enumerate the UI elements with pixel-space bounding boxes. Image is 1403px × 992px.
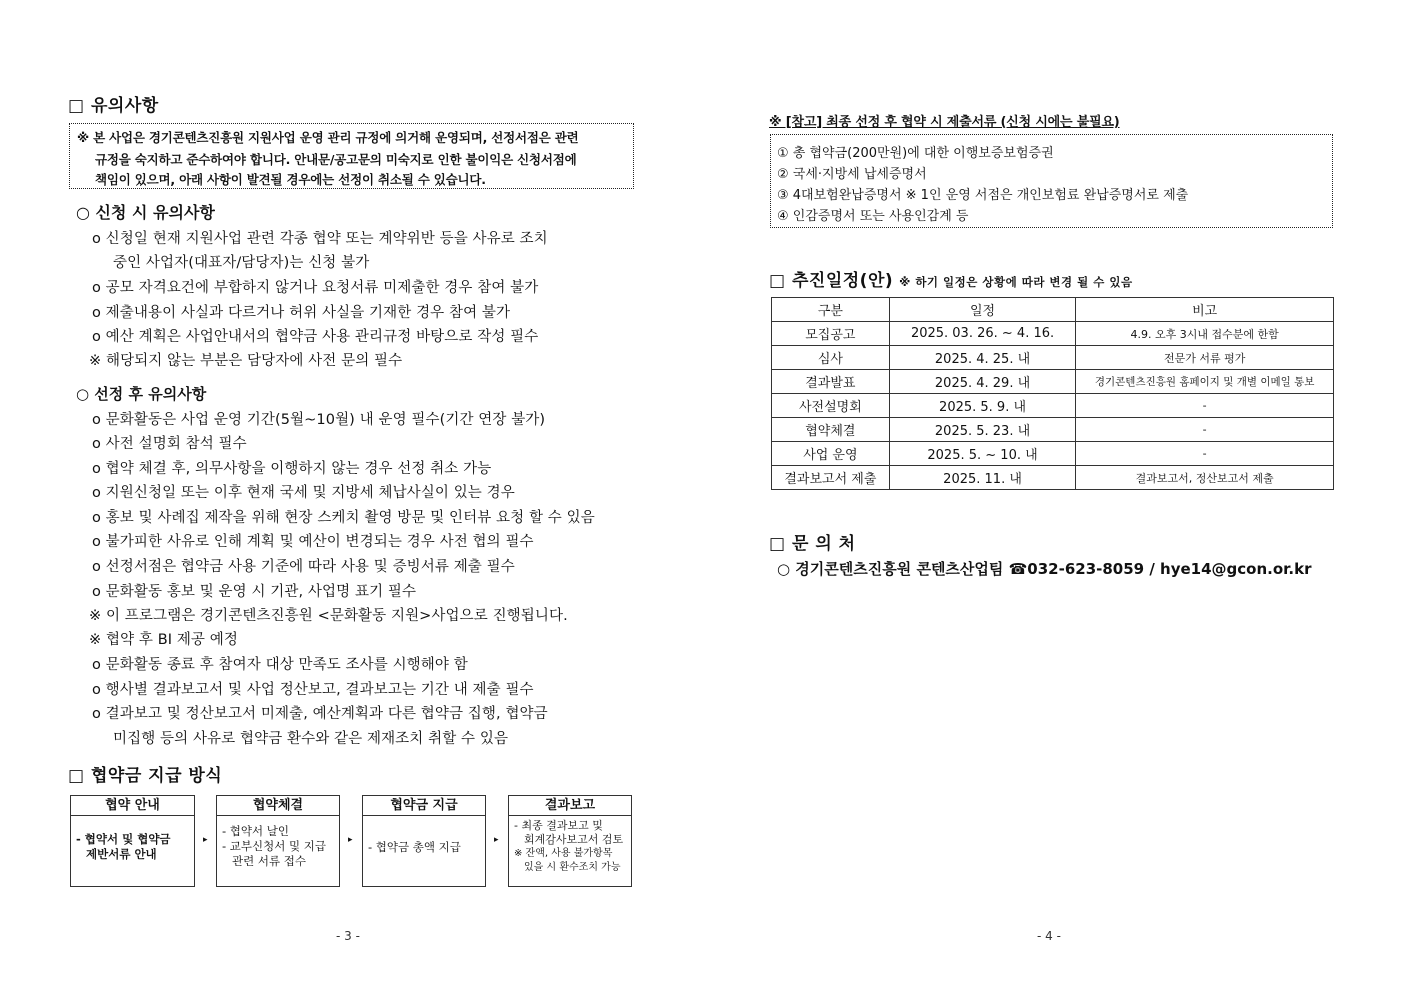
- flow-arrow-icon: ▸: [203, 835, 208, 845]
- reference-title: ※ [참고] 최종 선정 후 협약 시 제출서류 (신청 시에는 불필요): [769, 115, 1120, 130]
- page-3: [0, 0, 701, 992]
- apply-line: o 공모 자격요건에 부합하지 않거나 요청서류 미제출한 경우 참여 불가: [92, 280, 539, 296]
- after-notes-title: ○ 선정 후 유의사항: [76, 385, 207, 403]
- table-cell: 전문가 서류 평가: [1076, 346, 1334, 370]
- flow-step-head: 협약체결: [217, 796, 339, 816]
- schedule-section-title: [769, 266, 1133, 291]
- payment-section-title: □ 협약금 지급 방식: [68, 766, 223, 786]
- flow-step-text: 회계감사보고서 검토: [524, 833, 624, 846]
- warning-line-3: 책임이 있으며, 아래 사항이 발견될 경우에는 선정이 취소될 수 있습니다.: [95, 172, 486, 187]
- table-row: [772, 418, 1334, 442]
- table-cell: 사전설명회: [772, 394, 890, 418]
- after-line: ※ 이 프로그램은 경기콘텐츠진흥원 <문화활동 지원>사업으로 진행됩니다.: [89, 608, 568, 624]
- table-cell: 사업 운영: [772, 442, 890, 466]
- contact-section-title: □ 문 의 처: [769, 534, 856, 554]
- flow-step-payment: [362, 795, 486, 887]
- schedule-note: ※ 하기 일정은 상황에 따라 변경 될 수 있음: [899, 275, 1133, 289]
- table-row: [772, 394, 1334, 418]
- warning-line-1: ※ 본 사업은 경기콘텐츠진흥원 지원사업 운영 관리 규정에 의거해 운영되며, 선정서점은 관련: [77, 130, 579, 145]
- flow-step-head: 협약금 지급: [363, 796, 485, 816]
- page-number: - 3 -: [336, 929, 360, 943]
- flow-arrow-icon: ▸: [348, 835, 353, 845]
- page-4: [701, 0, 1403, 992]
- table-cell: 결과보고서, 정산보고서 제출: [1076, 466, 1334, 490]
- apply-line: ※ 해당되지 않는 부분은 담당자에 사전 문의 필수: [89, 353, 403, 369]
- after-line: o 불가피한 사유로 인해 계획 및 예산이 변경되는 경우 사전 협의 필수: [92, 534, 534, 550]
- reference-line: ③ 4대보험완납증명서 ※ 1인 운영 서점은 개인보험료 완납증명서로 제출: [777, 188, 1189, 203]
- table-header-cell: 구분: [772, 298, 890, 322]
- table-cell: 협약체결: [772, 418, 890, 442]
- after-line: o 사전 설명회 참석 필수: [92, 436, 247, 452]
- table-row: [772, 370, 1334, 394]
- flow-step-text: - 최종 결과보고 및: [514, 819, 603, 832]
- flow-step-text: 관련 서류 접수: [232, 854, 306, 868]
- flow-step-text: - 협약서 및 협약금: [76, 832, 171, 846]
- warning-line-2: 규정을 숙지하고 준수하여야 합니다. 안내문/공고문의 미숙지로 인한 불이익은 신청서점에: [95, 152, 577, 167]
- table-cell: 2025. 4. 29. 내: [889, 370, 1076, 394]
- reference-line: ④ 인감증명서 또는 사용인감계 등: [777, 209, 969, 224]
- table-cell: 4.9. 오후 3시내 접수분에 한함: [1076, 322, 1334, 346]
- table-cell: 2025. 03. 26. ~ 4. 16.: [889, 322, 1076, 346]
- after-line: o 행사별 결과보고서 및 사업 정산보고, 결과보고는 기간 내 제출 필수: [92, 682, 534, 698]
- table-cell: 2025. 5. 23. 내: [889, 418, 1076, 442]
- table-cell: 2025. 5. 9. 내: [889, 394, 1076, 418]
- after-line: o 문화활동 종료 후 참여자 대상 만족도 조사를 시행해야 함: [92, 657, 468, 673]
- table-cell: -: [1076, 418, 1334, 442]
- after-line: o 문화활동은 사업 운영 기간(5월~10월) 내 운영 필수(기간 연장 불가): [92, 412, 546, 428]
- apply-line: o 제출내용이 사실과 다르거나 허위 사실을 기재한 경우 참여 불가: [92, 305, 511, 321]
- contact-line: ○ 경기콘텐츠진흥원 콘텐츠산업팀 ☎032-623-8059 / hye14@gcon.or.kr: [777, 560, 1312, 578]
- after-line: o 문화활동 홍보 및 운영 시 기관, 사업명 표기 필수: [92, 584, 417, 600]
- apply-notes-title: ○ 신청 시 유의사항: [76, 203, 215, 222]
- schedule-table: [771, 297, 1334, 490]
- table-cell: 결과발표: [772, 370, 890, 394]
- after-line: o 지원신청일 또는 이후 현재 국세 및 지방세 체납사실이 있는 경우: [92, 485, 515, 501]
- schedule-title: □ 추진일정(안): [769, 271, 894, 291]
- apply-line: o 예산 계획은 사업안내서의 협약금 사용 관리규정 바탕으로 작성 필수: [92, 329, 539, 345]
- notes-section-title: □ 유의사항: [68, 96, 159, 116]
- after-line: o 홍보 및 사례집 제작을 위해 현장 스케치 촬영 방문 및 인터뷰 요청 할 수 있음: [92, 510, 595, 526]
- table-cell: 결과보고서 제출: [772, 466, 890, 490]
- flow-step-text: - 교부신청서 및 지급: [222, 839, 326, 853]
- table-cell: 2025. 4. 25. 내: [889, 346, 1076, 370]
- flow-step-agreement: [216, 795, 340, 887]
- table-cell: -: [1076, 442, 1334, 466]
- apply-line: o 신청일 현재 지원사업 관련 각종 협약 또는 계약위반 등을 사유로 조치: [92, 231, 548, 247]
- after-line: o 협약 체결 후, 의무사항을 이행하지 않는 경우 선정 취소 가능: [92, 461, 492, 477]
- table-header-cell: 비고: [1076, 298, 1334, 322]
- flow-step-text: - 협약서 날인: [222, 824, 290, 838]
- after-line: ※ 협약 후 BI 제공 예정: [89, 632, 238, 648]
- reference-line: ② 국세·지방세 납세증명서: [777, 167, 927, 182]
- apply-line: 중인 사업자(대표자/담당자)는 신청 불가: [113, 255, 370, 271]
- after-line: o 결과보고 및 정산보고서 미제출, 예산계획과 다른 협약금 집행, 협약금: [92, 706, 548, 722]
- table-header-row: [772, 298, 1334, 322]
- table-cell: 경기콘텐츠진흥원 홈페이지 및 개별 이메일 통보: [1076, 370, 1334, 394]
- page-number: - 4 -: [1037, 929, 1061, 943]
- flow-step-result-report: [508, 795, 632, 887]
- table-row: [772, 322, 1334, 346]
- table-cell: 2025. 11. 내: [889, 466, 1076, 490]
- flow-step-text: - 협약금 총액 지급: [368, 840, 461, 854]
- after-line: 미집행 등의 사유로 협약금 환수와 같은 제재조치 취할 수 있음: [113, 731, 509, 747]
- flow-step-text: 제반서류 안내: [86, 847, 157, 861]
- table-row: [772, 346, 1334, 370]
- flow-step-agreement-info: [70, 795, 195, 887]
- table-cell: 심사: [772, 346, 890, 370]
- table-cell: -: [1076, 394, 1334, 418]
- flow-step-text: 있을 시 환수조치 가능: [524, 862, 621, 873]
- flow-step-text: ※ 잔액, 사용 불가항목: [514, 848, 613, 859]
- table-cell: 2025. 5. ~ 10. 내: [889, 442, 1076, 466]
- after-line: o 선정서점은 협약금 사용 기준에 따라 사용 및 증빙서류 제출 필수: [92, 559, 515, 575]
- table-cell: 모집공고: [772, 322, 890, 346]
- table-header-cell: 일정: [889, 298, 1076, 322]
- reference-line: ① 총 협약금(200만원)에 대한 이행보증보험증권: [777, 146, 1054, 161]
- flow-arrow-icon: ▸: [494, 835, 499, 845]
- flow-step-head: 결과보고: [509, 796, 631, 816]
- table-row: [772, 466, 1334, 490]
- table-row: [772, 442, 1334, 466]
- flow-step-head: 협약 안내: [71, 796, 194, 816]
